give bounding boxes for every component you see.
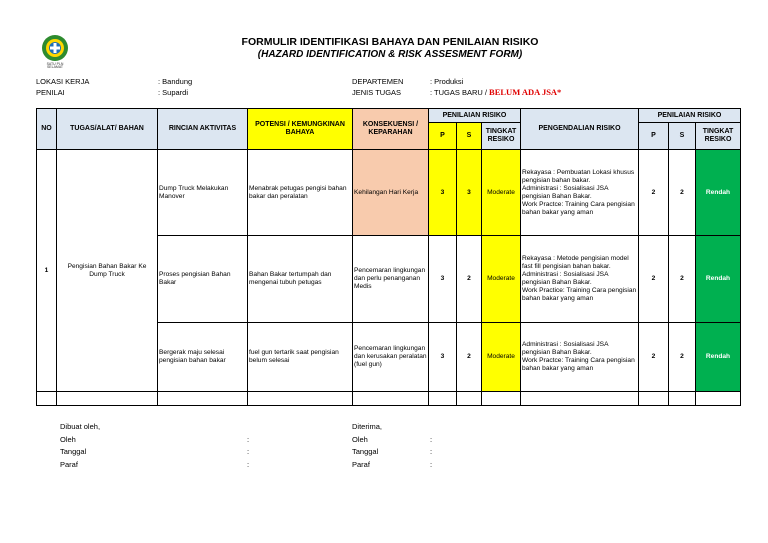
rincian-cell: Proses pengisian Bahan Bakar [158,236,248,323]
p-cell: 3 [429,150,457,236]
diterima-label: Diterima, [352,422,383,431]
s-cell: 2 [457,236,482,323]
p-cell: 3 [429,323,457,392]
colon: : [247,447,250,456]
col-s: S [457,123,482,150]
pengendalian-line: Work Practce: Training Cara pengisian bahan bakar yang aman [522,200,635,216]
lokasi-label: LOKASI KERJA [36,77,90,86]
tingkat-cell: Moderate [482,236,521,323]
col-rincian: RINCIAN AKTIVITAS [158,109,248,150]
col-s-2: S [669,123,696,150]
form-subtitle: (HAZARD IDENTIFICATION & RISK ASSESMENT FORM) [257,49,523,60]
risk-table [36,108,741,406]
tingkat-cell: Moderate [482,323,521,392]
col-p-2: P [639,123,669,150]
departemen-label: DEPARTEMEN [352,77,404,86]
col-p: P [429,123,457,150]
tingkat2-cell: Rendah [696,236,741,323]
s-cell: 2 [457,323,482,392]
konsekuensi-cell: Pencemaran lingkungan dan perlu penanganan Medis [353,236,429,323]
col-pengendalian: PENGENDALIAN RISIKO [521,109,639,150]
col-konsekuensi: KONSEKUENSI / KEPARAHAN [353,109,429,150]
empty-row [37,392,741,406]
colon: : [430,434,433,444]
company-logo [40,33,70,69]
header-left [36,76,192,98]
penilai-label: PENILAI [36,88,65,97]
tanggal-label: Tanggal [60,447,87,456]
potensi-cell: fuel gun tertarik saat pengisian belum selesai [248,323,353,392]
task-name: Pengisian Bahan Bakar Ke Dump Truck [57,150,158,392]
pengendalian-cell [521,236,639,323]
footer-colons-right [430,434,432,472]
rincian-cell: Bergerak maju selesai pengisian bahan bakar [158,323,248,392]
pengendalian-cell [521,323,639,392]
p2-cell: 2 [639,236,669,323]
paraf2-label: Paraf [352,459,370,469]
potensi-cell: Bahan Bakar tertumpah dan mengenai tubuh petugas [248,236,353,323]
oleh2-label: Oleh [352,434,368,444]
col-no: NO [37,109,57,150]
col-penilaian-risiko: PENILAIAN RISIKO [429,109,521,123]
footer-colons-left [247,434,249,472]
colon: : [430,447,433,456]
pengendalian-line: Work Practice: Training Cara pengisian bahan bakar yang aman [522,287,637,302]
rincian-cell: Dump Truck Melakukan Manover [158,150,248,236]
p2-cell: 2 [639,150,669,236]
pengendalian-line: Rekayasa : Metode pengisian model fast fill pengisian bahan bakar. [522,255,629,270]
colon: : [247,434,250,444]
logo-caption: SATU PLN SELAMAT [46,62,64,69]
col-tingkat-2: TINGKAT RESIKO [696,123,741,150]
footer-dibuat [60,421,100,471]
table-row [37,150,741,236]
col-penilaian-risiko-2: PENILAIAN RISIKO [639,109,741,123]
col-potensi: POTENSI / KEMUNGKINAN BAHAYA [248,109,353,150]
oleh-label: Oleh [60,434,76,444]
penilai-value: : Supardi [158,88,189,97]
task-no: 1 [37,150,57,392]
logo-emblem-icon [40,33,70,63]
pengendalian-cell [521,150,639,236]
p-cell: 3 [429,236,457,323]
tanggal2-label: Tanggal [352,447,379,456]
potensi-cell: Menabrak petugas pengisi bahan bakar dan peralatan [248,150,353,236]
lokasi-value: : Bandung [158,77,193,86]
jenis-tugas-label: JENIS TUGAS [352,88,402,97]
belum-ada-jsa: BELUM ADA JSA* [489,87,562,97]
pengendalian-line: Rekayasa : Pembuatan Lokasi khusus pengisian bahan bakar. [522,168,635,184]
colon: : [247,459,250,469]
konsekuensi-cell: Pencemaran lingkungan dan kerusakan peralatan (fuel gun) [353,323,429,392]
col-tingkat: TINGKAT RESIKO [482,123,521,150]
p2-cell: 2 [639,323,669,392]
col-tugas: TUGAS/ALAT/ BAHAN [57,109,158,150]
konsekuensi-cell: Kehilangan Hari Kerja [353,150,429,236]
form-title: FORMULIR IDENTIFIKASI BAHAYA DAN PENILAIAN RISIKO [241,36,539,48]
tingkat-cell: Moderate [482,150,521,236]
tingkat2-cell: Rendah [696,150,741,236]
s2-cell: 2 [669,236,696,323]
departemen-value: : Produksi [430,77,464,86]
header-right [352,76,561,98]
paraf-label: Paraf [60,459,78,469]
dibuat-oleh: Dibuat oleh, [60,422,101,431]
pengendalian-line: Administrasi : Sosialisasi JSA pengisian Bahan Bakar. [522,184,609,200]
tingkat2-cell: Rendah [696,323,741,392]
pengendalian-line: Administrasi : Sosialisasi JSA pengisian Bahan Bakar. [522,341,609,356]
colon: : [430,459,433,469]
pengendalian-line: Work Practce: Training Cara pengisian bahan bakar yang aman [522,357,635,372]
s2-cell: 2 [669,323,696,392]
footer-diterima [352,421,382,471]
s2-cell: 2 [669,150,696,236]
pengendalian-line: Administrasi : Sosialisasi JSA pengisian Bahan Bakar. [522,271,609,286]
jenis-tugas-value: : TUGAS BARU / [430,88,490,97]
s-cell: 3 [457,150,482,236]
